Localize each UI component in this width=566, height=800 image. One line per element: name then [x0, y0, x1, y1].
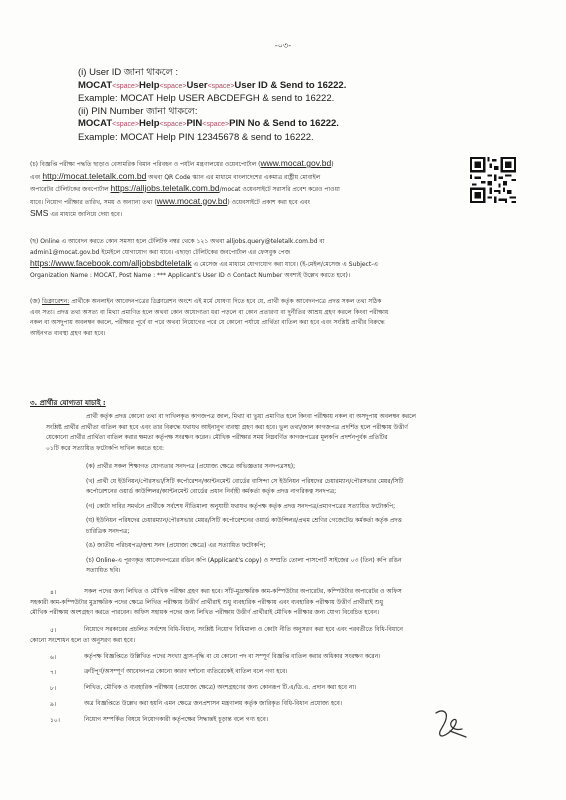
- cmd-tail: User ID & Send to 16222.: [234, 79, 347, 91]
- text: (ছ) Online এ আবেদন করতে কোন সমস্যা হলে টেলিটক নম্বর থেকে ১২১ অথবা alljobs.query@teletalk.com.bd বা: [30, 238, 325, 245]
- item-number: ৪।: [50, 589, 57, 596]
- text: (জ): [30, 298, 42, 305]
- cmd-space: <space>: [159, 121, 187, 128]
- list-item: কর্পোরেশনের ওয়ার্ড কাউন্সিলর/ক্যান্টনমেন্ট বোর্ডের প্রধান নির্বাহী কর্মকর্তা কর্তৃক প্রদত্ত নাগরিকত্ব সনদপত্র;: [86, 488, 337, 495]
- userid-example: Example: MOCAT Help USER ABCDEFGH & send to 16222.: [78, 93, 335, 104]
- text: নিয়োগে সরকারের প্রচলিত সর্বশেষ বিধি-বিধান, সংশ্লিষ্ট নিয়োগ বিধিমালা ও কোটা নীতি অনুসরণ করা হবে এবং পরবর্তীতে বিধি-বিধানে: [84, 626, 403, 633]
- declaration-label: ডিক্লারেশন:: [41, 298, 70, 305]
- item-number: ৫।: [50, 627, 57, 634]
- mocat-link[interactable]: www.mocat.gov.bd: [156, 195, 228, 206]
- text: মৌখিক পরীক্ষায় অংশগ্রহণ করতে পারবেন। অফিস সহায়ক পদের জন্য লিখিত পরীক্ষায় উত্তীর্ণ প্রার্থীরাই মৌখিক পরীক্ষার জন্য যোগ্য বিবেচিত হবেন।: [30, 609, 380, 616]
- text: ত্রুটিপূর্ণ/অসম্পূর্ণ আবেদনপত্র কোনো কারণ দর্শানো ব্যতিরেকেই বাতিল বলে গণ্য হবে।: [84, 668, 288, 675]
- cmd-user: User: [186, 79, 208, 91]
- cmd-pin: PIN: [186, 118, 203, 129]
- mocat-link[interactable]: www.mocat.gov.bd: [260, 158, 332, 168]
- text: লিখিত, মৌখিক ও ব্যবহারিক পরীক্ষায় (প্রযোজ্য ক্ষেত্রে) অংশগ্রহণের জন্য কোনরূপ টি.এ/ডি.এ. প্রদান করা হবে না।: [84, 684, 357, 691]
- list-item: (গ) কোটা দাবির সমর্থনে প্রার্থীকে সর্বশেষ নীতিমালা অনুযায়ী যথাযথ কর্তৃপক্ষ কর্তৃক প্রদত্ত সনদপত্র/প্রমাণপত্রের সত্যায়িত ফটোকপি;: [86, 502, 396, 510]
- para-ja: [30, 297, 540, 339]
- cmd-tail: PIN No & Send to 16222.: [229, 118, 339, 129]
- text: সকল পদের জন্য লিখিত ও মৌখিক পরীক্ষা গ্রহণ করা হবে। সাঁট-মুদ্রাক্ষরিক কাম-কম্পিউটার অপারেটর, কম্পিউটার অপারেটর ও অফিস: [84, 588, 402, 595]
- para-cha: [30, 158, 460, 221]
- list-item: চারিত্রিক সনদপত্র;: [86, 527, 130, 535]
- text: SMS: [30, 208, 49, 218]
- cmd-space: <space>: [112, 82, 139, 90]
- alljobs-link[interactable]: https://alljobs.teletalk.com.bd: [110, 183, 220, 193]
- cmd-mocat: MOCAT: [78, 118, 113, 129]
- numbered-item: [84, 699, 544, 710]
- text: অথবা QR Code স্ক্যান এর মাধ্যমে বাংলাদেশের একমাত্র রাষ্ট্রীয় মোবাইল: [146, 173, 321, 181]
- text: ): [331, 161, 334, 168]
- text: সহকারী কাম-কম্পিউটার মুদ্রাক্ষরিক পদের ক্ষেত্রে লিখিত পরীক্ষায় উত্তীর্ণ প্রার্থীরাই শুধু ব্যবহারিক পরীক্ষায় এবং ব্যবহারিক পরীক্ষায় উত্তীর্ণ প্রার্থীরাই শুধু: [30, 598, 384, 606]
- text: ০১টি করে সত্যায়িত ফটোকপি দাখিল করতে হবে:: [46, 444, 164, 452]
- text: এর মাধ্যমে জানিয়ে দেয়া হবে।: [48, 211, 122, 218]
- cmd-help: Help: [138, 118, 160, 129]
- list-item: (ক) প্রার্থীর সকল শিক্ষাগত যোগ্যতার সনদপত্র (প্রযোজ্য ক্ষেত্রে অভিজ্ঞতার সনদপত্রসহ);: [86, 463, 296, 470]
- text: যেকোনো প্রার্থীর প্রার্থিতা বাতিল করার ক্ষমতা কর্তৃপক্ষ সংরক্ষণ করেন। মৌখিক পরীক্ষার সময় নিম্নবর্ণিত কাগজপত্রের মূলকপি প্রদর্শনপূর্বক প্রতিটির: [46, 434, 388, 441]
- pin-command: [78, 118, 498, 132]
- facebook-link[interactable]: https://www.facebook.com/alljobsbdteletalk: [30, 258, 192, 268]
- userid-command: [78, 80, 498, 94]
- text: আইনগত ব্যবস্থা গ্রহণ করা হবে।: [30, 329, 106, 337]
- text: এ মেসেজ এর মাধ্যমে যোগাযোগ করা যাবে। (ই-মেইল/মেসেজ এ Subject-এ: [191, 261, 378, 268]
- text: Organization Name : MOCAT, Post Name : *** Applicant's User ID ও Contact Number অবশ্যই উল্লেখ করতে হবে)।: [30, 271, 351, 279]
- list-item: (চ) Online-এ পূরণকৃত আবেদনপত্রের রঙিন কপি (Applicant's copy) ও সম্প্রতি তোলা পাসপোর্ট সাইজের ০৩ (তিন) কপি রঙিন: [86, 556, 402, 564]
- cmd-space: <space>: [159, 82, 187, 90]
- item-number: ৮।: [50, 685, 57, 692]
- numbered-item: [30, 625, 545, 646]
- text: প্রার্থীকে অনলাইন আবেদনপত্রের ডিক্লারেশন অংশে এই মর্মে ঘোষণা দিতে হবে যে, প্রার্থী কর্তৃক আবেদনপত্রে প্রদত্ত সকল তথ্য সঠিক: [69, 298, 382, 305]
- page-number: -০৩-: [274, 41, 292, 50]
- text: এবং সত্য। প্রদত্ত তথ্য অসত্য বা মিথ্যা প্রমাণিত হলে অথবা কোন অযোগ্যতা ধরা পড়লে বা কোন প্রতারণা বা দুর্নীতির আশ্রয় গ্রহণ করলে কিংবা পরীক্ষায়: [30, 308, 389, 316]
- sms-instructions: [78, 67, 498, 144]
- item-number: ৭।: [50, 669, 57, 676]
- numbered-item: [84, 683, 544, 694]
- item-number: ১০।: [50, 717, 60, 724]
- text: admin1@mocat.gov.bd ইমেইলে যোগাযোগ করা যাবে। এছাড়া টেলিটকের জবপোর্টাল এর ফেসবুক পেজ: [30, 248, 291, 256]
- section-title: ৩. প্রার্থীর যোগ্যতা যাচাই :: [30, 399, 106, 407]
- text: কর্তৃপক্ষ বিজ্ঞপ্তিতে উল্লিখিত পদের সংখ্যা হ্রাস-বৃদ্ধি বা যে কোনো পদ বা সম্পূর্ণ বিজ্ঞপ্তি বাতিল করার অধিকার সংরক্ষণ করেন।: [84, 653, 381, 660]
- handwritten-signature-icon: [432, 707, 472, 741]
- cmd-space: <space>: [202, 121, 230, 128]
- text: ) ওয়েবসাইটে প্রকাশ করা হবে এবং: [227, 198, 311, 206]
- para-chha: [30, 237, 540, 281]
- qr-code-icon: [470, 157, 516, 203]
- text: /mocat ওয়েবসাইটে সরাসরি প্রবেশ করেও পাওয়া: [219, 186, 340, 193]
- text: (চ) বিজ্ঞপ্তি পরীক্ষা পদ্ধতি ছাড়াও বেসামরিক বিমান পরিবহন ও পর্যটন মন্ত্রণালয়ের ওয়েবপোর্টাল (: [30, 161, 261, 168]
- cmd-space: <space>: [112, 121, 139, 128]
- cmd-mocat: MOCAT: [78, 79, 113, 91]
- numbered-item: [84, 667, 544, 678]
- cmd-help: Help: [138, 79, 160, 91]
- text: অত্র বিজ্ঞপ্তিতে উল্লেখ করা হয়নি এমন ক্ষেত্রে জনপ্রশাসন মন্ত্রণালয় কর্তৃক জারিকৃত বিধি-বিধান প্রযোজ্য হবে।: [84, 700, 342, 707]
- text: অপারেটর টেলিটকের জবপোর্টাল: [30, 186, 111, 193]
- pin-example: Example: MOCAT Help PIN 12345678 & send to 16222.: [78, 131, 314, 143]
- list-item: সত্যায়িত ছবি।: [86, 567, 121, 574]
- text: নিয়োগ সম্পর্কিত বিষয়ে নিয়োগকারী কর্তৃপক্ষের সিদ্ধান্তই চূড়ান্ত বলে গণ্য হবে।: [84, 716, 268, 723]
- list-item: (ঙ) জাতীয় পরিচয়পত্র/জন্ম সনদ (প্রযোজ্য ক্ষেত্রে) এর সত্যায়িত ফটোকপি;: [86, 542, 266, 549]
- item-number: ৯।: [50, 701, 57, 708]
- text: নকল বা অসদুপায় অবলম্বন করলে, পরীক্ষার পূর্বে বা পরে অথবা নিয়োগের পরে যে কোনো পর্যায়ে প্রার্থিতা বাতিল করা হবে এবং সংশ্লিষ্ট প্রার্থীর বিরুদ্ধে: [30, 319, 385, 326]
- numbered-item: [30, 587, 545, 619]
- text: প্রার্থী কর্তৃক প্রদত্ত কোনো তথ্য বা দাখিলকৃত কাগজপত্র জাল, মিথ্যা বা ভুয়া প্রমাণিত হলে কিংবা পরীক্ষায় নকল বা অসদুপায় অবলম্বন করলে: [86, 413, 416, 420]
- numbered-item: [84, 652, 544, 663]
- section3-intro: [46, 412, 546, 454]
- text: যাবে। নিয়োগ পরীক্ষার তারিখ, সময় ও অন্যান্য তথ্য (: [30, 198, 157, 206]
- list-item: (ঘ) ইউনিয়ন পরিষদের চেয়ারম্যান/পৌরসভার মেয়র/সিটি কর্পোরেশনের ওয়ার্ড কাউন্সিলর/প্রথম শ্রেণির গেজেটেড কর্মকর্তা কর্তৃক প্রদত্ত: [86, 517, 402, 524]
- pin-title: (ii) PIN Number জানা থাকলে:: [78, 105, 198, 117]
- text: কোনো সংশোধন হলে তা অনুসরণ করা হবে।: [30, 636, 135, 644]
- text: সংশ্লিষ্ট প্রার্থীর প্রার্থীতা বাতিল করা হবে এবং তার বিরুদ্ধে যথাযথ আইনানুগ ব্যবস্থা গ্রহণ করা হবে। ভুল তথ্য/জাল কাগজপত্র প্রদর্শিত হলে পরীক্ষায় উত্তীর্ণ: [46, 423, 408, 431]
- teletalk-link[interactable]: http://mocat.teletalk.com.bd: [42, 170, 147, 181]
- userid-title: (i) User ID জানা থাকলে :: [78, 67, 178, 78]
- section3-items: [86, 462, 546, 577]
- cmd-space: <space>: [207, 82, 235, 90]
- item-number: ৬।: [50, 654, 57, 661]
- text: এবং: [30, 173, 43, 181]
- numbered-item: [84, 715, 544, 726]
- list-item: (খ) প্রার্থী যে ইউনিয়ন/পৌরসভা/সিটি কর্পোরেশন/ক্যান্টনমেন্ট বোর্ডের বাসিন্দা সে ইউনিয়ন পরিষদের চেয়ারম্যান/পৌরসভার মেয়র/সিটি: [86, 477, 404, 485]
